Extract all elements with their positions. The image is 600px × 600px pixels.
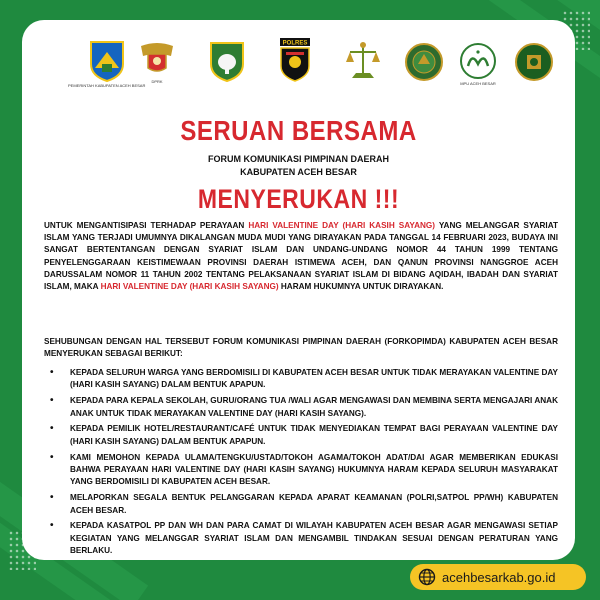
intro-text: UNTUK MENGANTISIPASI TERHADAP PERAYAAN — [44, 221, 249, 230]
globe-icon — [418, 568, 436, 586]
scales-justice-icon — [344, 40, 382, 82]
mpu-seal-icon — [458, 42, 498, 80]
logo-polres — [278, 38, 312, 82]
intro-text: HARAM HUKUMNYA UNTUK DIRAYAKAN. — [278, 282, 444, 292]
intro-text: YANG MELANGGAR SYARIAT ISLAM YANG TERJADI UMUMNYA DIKALANGAN MUDA MUDI YANG DIRAYAKAN PADA TANGGAL 14 FEBRUARI 2023, BUDAYA INI SANGAT BERTENTANGAN DENGAN SYARIAT ISLAM DAN UNDANG-UNDANG NOMOR 44 TAHUN 1999 TENTANG PENYELENGGARAAN KEISTIMEWAAN PROVINSI DAERAH ISTIMEWA ACEH, DAN QANUN PROVINSI NANGGROE ACEH DARUSSALAM NOMOR 11 TAHUN 2002 TENTANG PELAKSANAAN SYARIAT ISLAM DI BIDANG AQIDAH, IBADAH DAN SYARIAT ISLAM, MAKA — [44, 221, 558, 292]
highlight-text: HARI VALENTINE DAY (HARI KASIH SAYANG) — [248, 221, 435, 230]
context-paragraph: SEHUBUNGAN DENGAN HAL TERSEBUT FORUM KOMUNIKASI PIMPINAN DAERAH (FORKOPIMDA) KABUPATEN ACEH BESAR MENYERUKAN SEBAGAI BERIKUT: — [44, 337, 558, 359]
bullet-icon: • — [50, 492, 54, 504]
subtitle-forum: FORUM KOMUNIKASI PIMPINAN DAERAH — [208, 154, 389, 164]
list-item: • MELAPORKAN SEGALA BENTUK PELANGGARAN KEPADA APARAT KEAMANAN (POLRI,SATPOL PP/WH) KABUPATEN ACEH BESAR. — [50, 492, 558, 515]
page-title: SERUAN BERSAMA — [180, 115, 417, 147]
police-shield-icon — [278, 38, 312, 82]
list-item: • KEPADA SELURUH WARGA YANG BERDOMISILI DI KABUPATEN ACEH BESAR UNTUK TIDAK MERAYAKAN VALENTINE DAY (HARI KASIH SAYANG) DALAM BENTUK APAPUN. — [50, 367, 558, 390]
website-link[interactable] — [410, 564, 586, 590]
bullet-icon: • — [50, 395, 54, 407]
logo-pengadilan — [514, 42, 554, 82]
logo-mahkamah-syariyah — [404, 42, 444, 82]
bullet-icon: • — [50, 520, 54, 532]
bullet-icon: • — [50, 423, 54, 435]
list-item: • KEPADA KASATPOL PP DAN WH DAN PARA CAMAT DI WILAYAH KABUPATEN ACEH BESAR AGAR MENGAWASI SETIAP KEGIATAN YANG MELANGGAR SYARIAT ISLAM DAN MENGAMBIL TINDAKAN SESUAI DENGAN PERATURAN YANG BERLAKU. — [50, 520, 558, 556]
court-seal-icon — [514, 42, 554, 82]
military-shield-icon — [208, 40, 246, 82]
shield-emblem-icon — [87, 38, 127, 82]
logo-row — [22, 34, 575, 104]
logo-dprk: DPRK — [138, 38, 176, 84]
list-item: • KAMI MEMOHON KEPADA ULAMA/TENGKU/USTAD/TOKOH AGAMA/TOKOH ADAT/DAI AGAR MEMBERIKAN EDUKASI BAHWA PERAYAAN HARI VALENTINE DAY (HARI KASIH SAYANG) HUKUMNYA HARAM KEPADA SELURUH MASYARAKAT YANG BERDOMISILI DI KABUPATEN ACEH BESAR. — [50, 451, 558, 487]
bullet-icon: • — [50, 367, 54, 378]
logo-kabupaten-aceh-besar: PEMERINTAH KABUPATEN ACEH BESAR — [68, 38, 145, 88]
subtitle-kabupaten: KABUPATEN ACEH BESAR — [240, 167, 357, 177]
highlight-text: HARI VALENTINE DAY (HARI KASIH SAYANG) — [100, 282, 279, 292]
logo-mpu-aceh-besar: MPU ACEH BESAR — [458, 42, 498, 86]
court-seal-icon — [404, 42, 444, 82]
headline: MENYERUKAN !!! — [197, 183, 400, 214]
svg-text:POLRES: POLRES — [282, 40, 308, 47]
website-url[interactable]: acehbesarkab.go.id — [442, 569, 556, 585]
announcement-card — [22, 20, 575, 560]
logo-kejaksaan — [344, 40, 382, 82]
garuda-emblem-icon — [138, 38, 176, 78]
logo-kodim — [208, 40, 246, 82]
bullet-icon: • — [50, 451, 54, 463]
intro-paragraph — [44, 220, 558, 293]
list-item: • KEPADA PEMILIK HOTEL/RESTAURANT/CAFÉ UNTUK TIDAK MENYEDIAKAN TEMPAT BAGI PERAYAAN VALENTINE DAY (HARI KASIH SAYANG) DALAM BENTUK APAPUN. — [50, 423, 558, 446]
list-item: • KEPADA PARA KEPALA SEKOLAH, GURU/ORANG TUA /WALI AGAR MENGAWASI DAN MEMBINA SERTA MENGAJARI ANAK ANAK UNTUK TIDAK MERAYAKAN VALENTINE DAY (HARI KASIH SAYANG). — [50, 395, 558, 418]
appeal-list — [44, 367, 558, 561]
